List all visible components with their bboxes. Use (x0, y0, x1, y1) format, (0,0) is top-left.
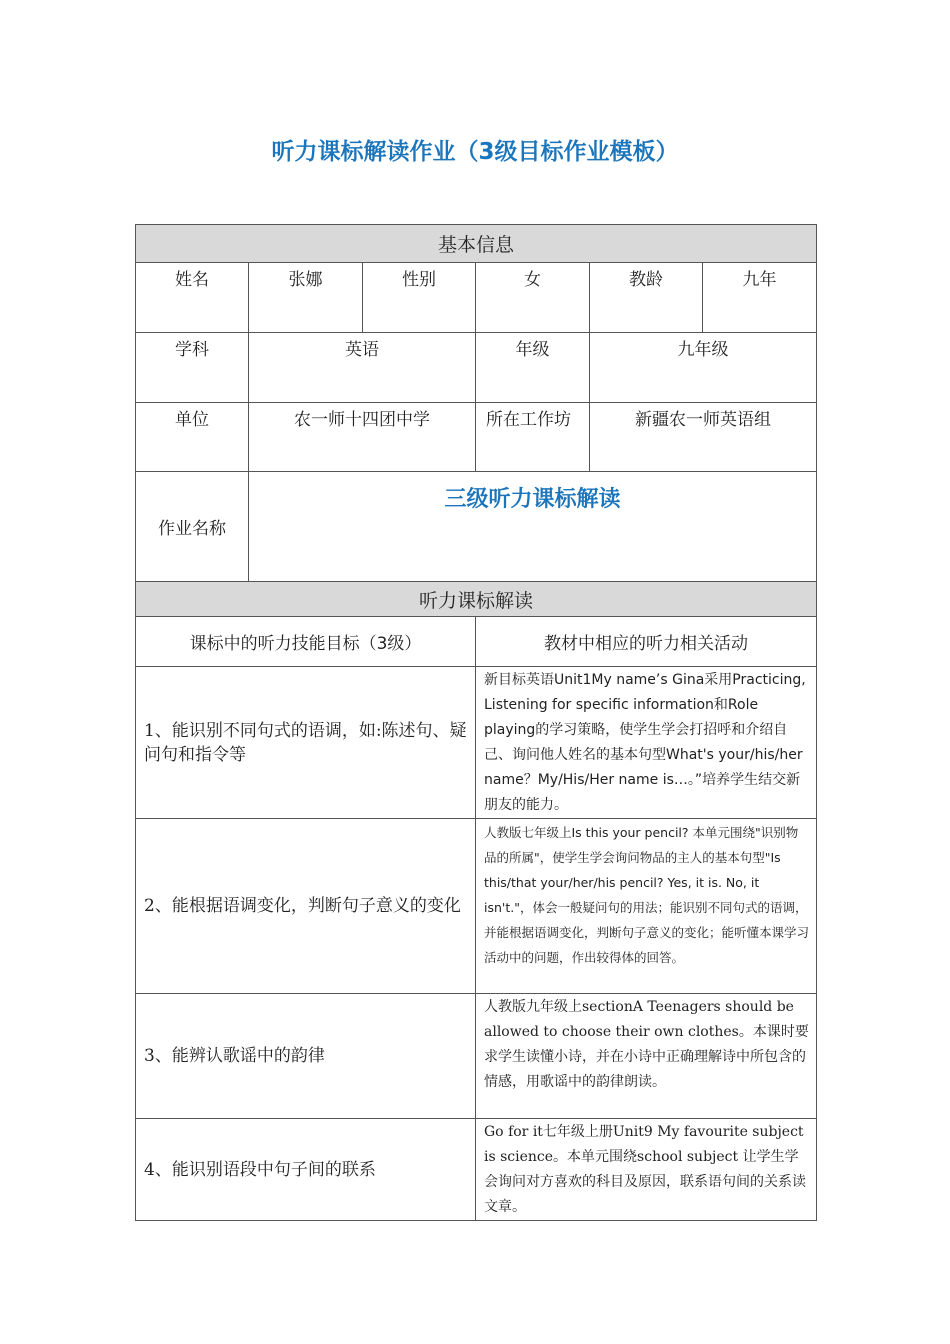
name-label: 姓名 (136, 263, 249, 333)
workshop-value: 新疆农一师英语组 (590, 403, 817, 472)
homework-name-label: 作业名称 (136, 472, 249, 582)
activity-cell: 人教版七年级上Is this your pencil? 本单元围绕"识别物品的所属"，使学生学会询问物品的主人的基本句型"Is this/that your/her/his pencil? Yes, it is. No, it isn't."，体会一般疑问句的用法；能识别不同句式的语调，并能根据语调变化，判断句子意义的变化；能听懂本课学习活动中的问题，作出较得体的回答。 (476, 819, 817, 994)
unit-label: 单位 (136, 403, 249, 472)
table-row (136, 994, 817, 1119)
homework-table (135, 224, 817, 1221)
workshop-label: 所在工作坊 (476, 403, 590, 472)
grade-label: 年级 (476, 333, 590, 403)
teaching-age-label: 教龄 (590, 263, 703, 333)
name-value: 张娜 (249, 263, 363, 333)
basic-info-header: 基本信息 (136, 225, 817, 263)
table-row (136, 819, 817, 994)
unit-value: 农一师十四团中学 (249, 403, 476, 472)
activity-cell: 人教版九年级上sectionA Teenagers should be allowed to choose their own clothes。本课时要求学生读懂小诗，并在小诗中正确理解诗中所包含的情感，用歌谣中的韵律朗读。 (476, 994, 817, 1119)
goal-cell: 2、能根据语调变化，判断句子意义的变化 (136, 819, 476, 994)
goal-cell: 1、能识别不同句式的语调，如:陈述句、疑问句和指令等 (136, 667, 476, 819)
goal-cell: 4、能识别语段中句子间的联系 (136, 1119, 476, 1221)
subject-label: 学科 (136, 333, 249, 403)
activity-cell: 新目标英语Unit1My name’s Gina采用Practicing, Listening for specific information和Role playing的学习策略，使学生学会打招呼和介绍自己、询问他人姓名的基本句型What's your/his/her name？My/His/Her name is…。”培养学生结交新朋友的能力。 (476, 667, 817, 819)
gender-label: 性别 (363, 263, 476, 333)
homework-name-value: 三级听力课标解读 (249, 472, 817, 582)
grade-value: 九年级 (590, 333, 817, 403)
subject-value: 英语 (249, 333, 476, 403)
goal-column-header: 课标中的听力技能目标（3级） (136, 617, 476, 667)
activity-cell: Go for it七年级上册Unit9 My favourite subject is science。本单元围绕school subject 让学生学会询问对方喜欢的科目及原因，联系语句间的关系读文章。 (476, 1119, 817, 1221)
table-row (136, 1119, 817, 1221)
gender-value: 女 (476, 263, 590, 333)
activity-column-header: 教材中相应的听力相关活动 (476, 617, 817, 667)
listening-header: 听力课标解读 (136, 582, 817, 617)
page-title: 听力课标解读作业（3级目标作业模板） (271, 139, 679, 165)
table-row (136, 667, 817, 819)
teaching-age-value: 九年 (703, 263, 817, 333)
goal-cell: 3、能辨认歌谣中的韵律 (136, 994, 476, 1119)
